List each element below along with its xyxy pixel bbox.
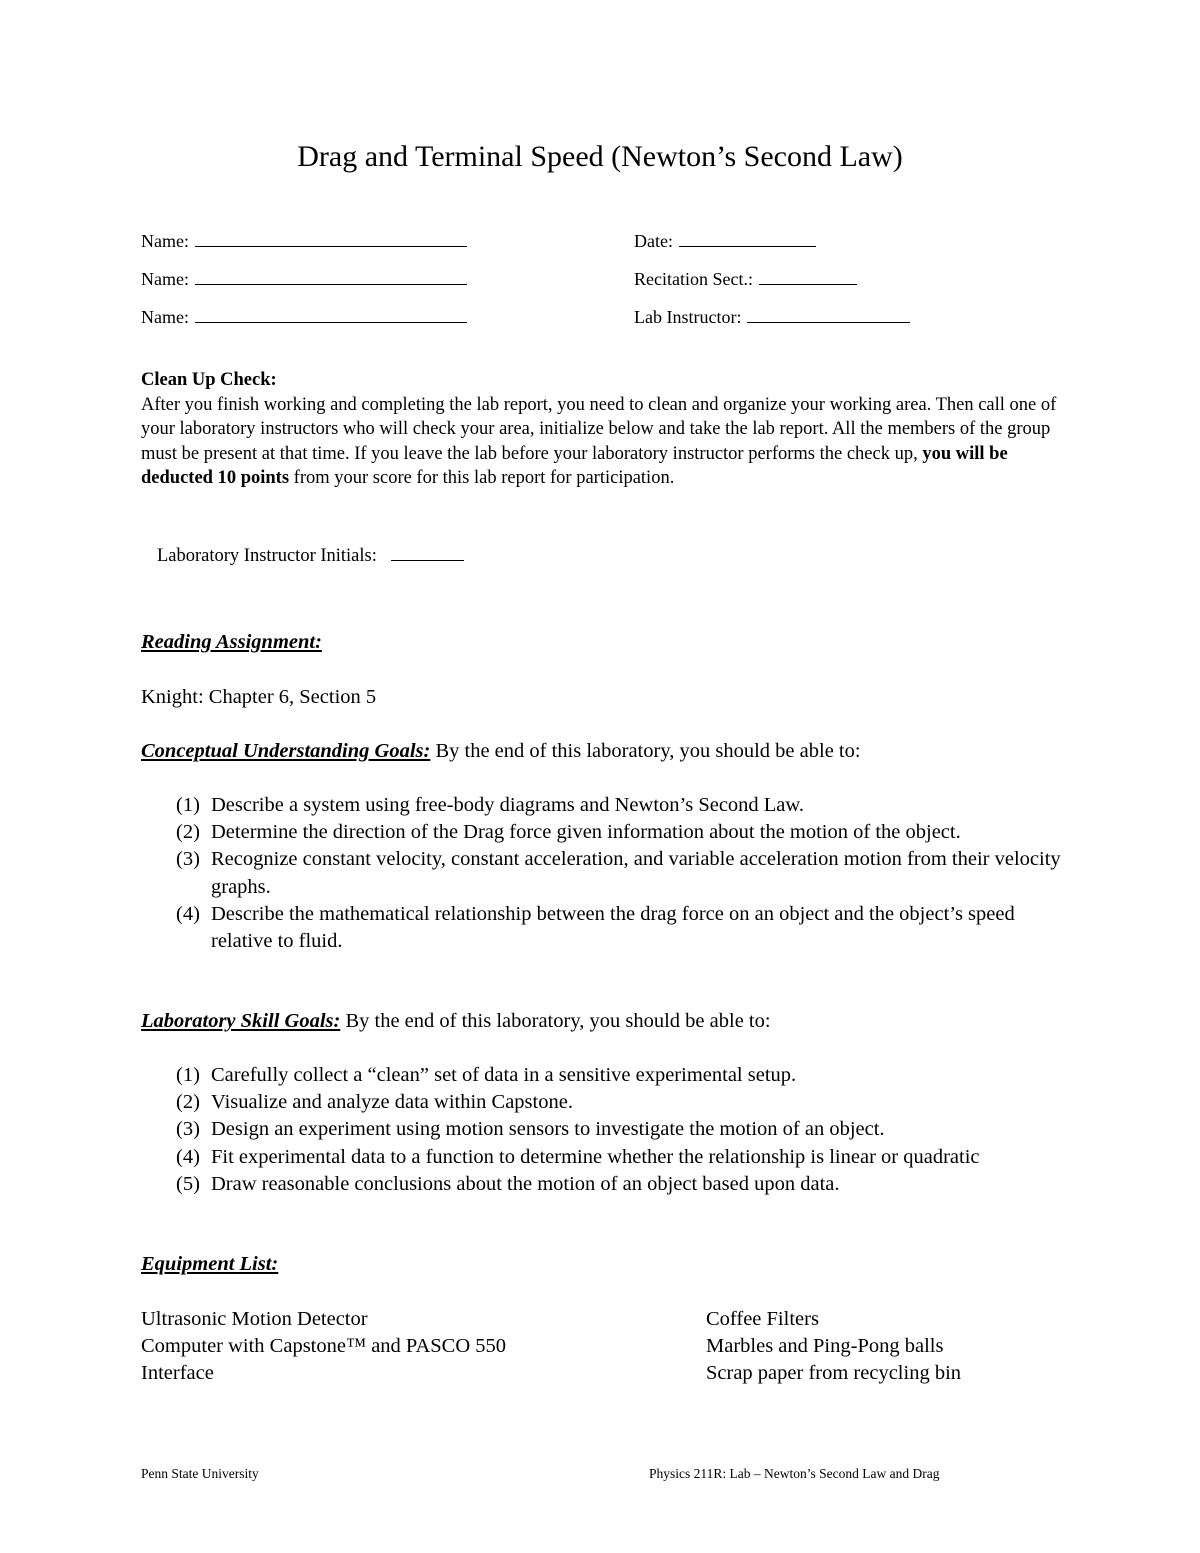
conceptual-goals-line	[141, 738, 861, 765]
initials-field	[157, 542, 464, 568]
list-item	[141, 1089, 1041, 1116]
reading-text: Knight: Chapter 6, Section 5	[141, 686, 377, 708]
conceptual-heading: Conceptual Understanding Goals:	[141, 740, 431, 762]
page-title: Drag and Terminal Speed (Newton’s Second Law)	[297, 140, 903, 173]
equipment-left-column	[141, 1306, 506, 1387]
lab-instructor-label: Lab Instructor:	[634, 307, 742, 327]
recitation-field	[634, 266, 857, 291]
item-text: Describe a system using free-body diagrams and Newton’s Second Law.	[211, 794, 805, 816]
cleanup-heading: Clean Up Check:	[141, 370, 277, 390]
list-item	[141, 1144, 1041, 1171]
cleanup-text: After you finish working and completing the lab report, you need to clean and organize your working area. Then call one of your laboratory instructors who will check your area, initialize below and take the lab report. All the members of the group must be present at that time. If you leave the lab before your laboratory instructor performs the check up,	[141, 394, 1057, 464]
conceptual-goals-list	[141, 792, 1071, 955]
item-number: (2)	[176, 1091, 200, 1114]
skill-heading: Laboratory Skill Goals:	[141, 1010, 341, 1032]
lab-instructor-blank[interactable]	[747, 304, 910, 323]
name-label: Name:	[141, 307, 189, 327]
lab-instructor-field	[634, 304, 910, 329]
item-number: (3)	[176, 848, 200, 871]
date-field	[634, 228, 816, 253]
item-number: (4)	[176, 1145, 200, 1168]
item-text: Draw reasonable conclusions about the motion of an object based upon data.	[211, 1172, 840, 1195]
equipment-heading: Equipment List:	[141, 1253, 279, 1275]
footer-right: Physics 211R: Lab – Newton’s Second Law and Drag	[649, 1466, 940, 1481]
skill-goals-list	[141, 1062, 1041, 1198]
name-blank[interactable]	[195, 304, 467, 323]
equipment-item: Coffee Filters	[706, 1308, 819, 1330]
cleanup-penalty: you will be deducted 10 points	[141, 443, 1008, 489]
item-number: (2)	[176, 821, 200, 844]
equipment-item: Ultrasonic Motion Detector	[141, 1308, 368, 1330]
item-text: Fit experimental data to a function to determine whether the relationship is linear or quadratic	[211, 1145, 980, 1168]
name-field-1	[141, 228, 467, 253]
initials-label: Laboratory Instructor Initials:	[157, 546, 377, 566]
equipment-item: Marbles and Ping-Pong balls	[706, 1335, 944, 1357]
cleanup-paragraph	[141, 393, 1061, 491]
cleanup-section	[141, 368, 1061, 491]
item-text: Determine the direction of the Drag force given information about the motion of the object.	[211, 821, 961, 844]
equipment-item: Scrap paper from recycling bin	[706, 1362, 962, 1384]
item-text: Design an experiment using motion sensors to investigate the motion of an object.	[211, 1118, 885, 1141]
item-number: (4)	[176, 902, 200, 925]
equipment-right-column	[706, 1306, 961, 1387]
name-label: Name:	[141, 269, 189, 289]
item-number: (3)	[176, 1118, 200, 1141]
item-text: Carefully collect a “clean” set of data in a sensitive experimental setup.	[211, 1064, 797, 1086]
name-blank[interactable]	[195, 266, 467, 285]
name-field-3	[141, 304, 467, 329]
list-item	[141, 1062, 1041, 1089]
name-blank[interactable]	[195, 228, 467, 247]
initials-blank[interactable]	[391, 542, 464, 561]
date-label: Date:	[634, 231, 673, 251]
footer-left: Penn State University	[141, 1466, 259, 1481]
list-item	[141, 819, 1071, 846]
reading-heading: Reading Assignment:	[141, 631, 322, 653]
equipment-item: Computer with Capstone™ and PASCO 550	[141, 1335, 506, 1357]
conceptual-intro: By the end of this laboratory, you should be able to:	[430, 740, 861, 762]
list-item	[141, 846, 1071, 900]
item-number: (1)	[176, 794, 200, 816]
equipment-item: Interface	[141, 1362, 214, 1384]
recitation-label: Recitation Sect.:	[634, 269, 753, 289]
list-item	[141, 901, 1071, 955]
date-blank[interactable]	[679, 228, 816, 247]
list-item	[141, 792, 1071, 819]
item-number: (1)	[176, 1064, 200, 1086]
skill-goals-line	[141, 1008, 771, 1035]
item-text: Visualize and analyze data within Capstone.	[211, 1091, 573, 1114]
name-field-2	[141, 266, 467, 291]
list-item	[141, 1116, 1041, 1143]
recitation-blank[interactable]	[759, 266, 857, 285]
list-item	[141, 1171, 1041, 1198]
item-text: Recognize constant velocity, constant acceleration, and variable acceleration motion from their velocity graphs.	[211, 848, 1061, 898]
item-number: (5)	[176, 1172, 200, 1195]
name-label: Name:	[141, 231, 189, 251]
cleanup-text-end: from your score for this lab report for participation.	[289, 468, 675, 489]
item-text: Describe the mathematical relationship between the drag force on an object and the object’s speed relative to fluid.	[211, 902, 1015, 953]
skill-intro: By the end of this laboratory, you should be able to:	[340, 1010, 771, 1032]
